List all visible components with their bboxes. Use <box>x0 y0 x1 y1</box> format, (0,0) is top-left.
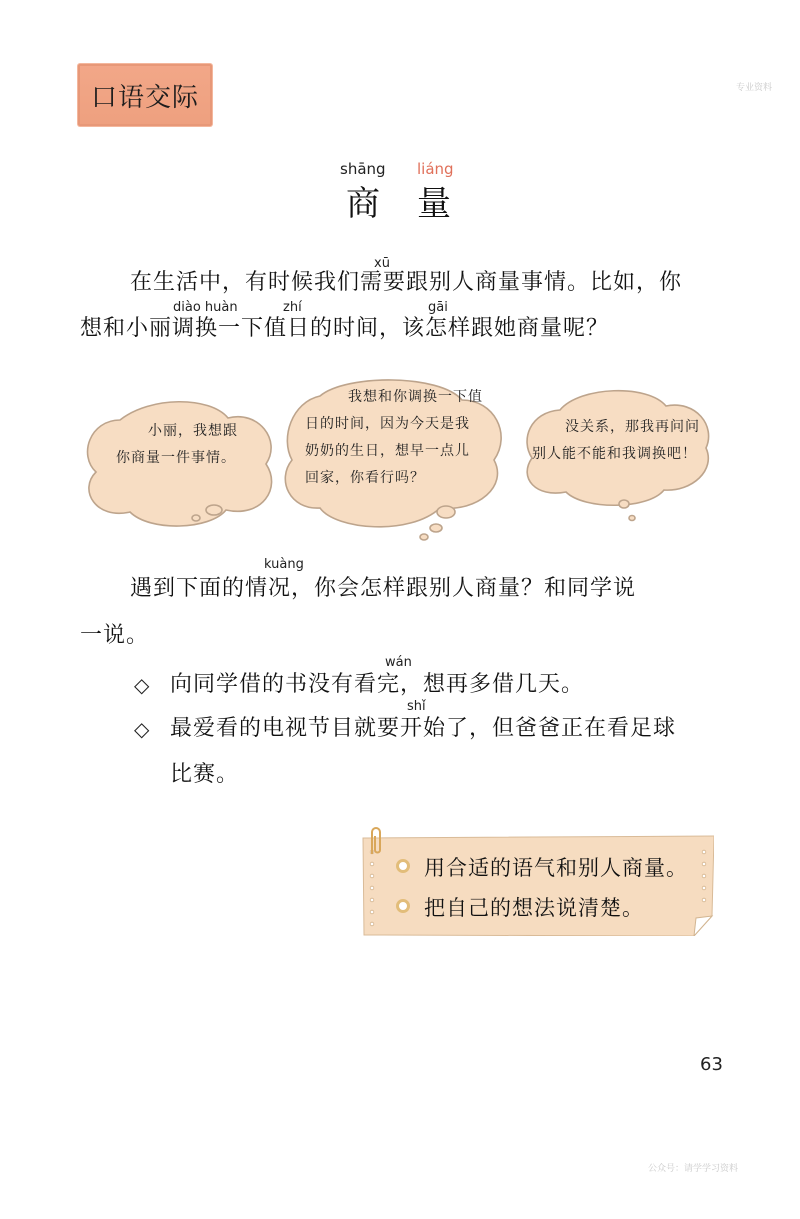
pinyin-wan: wán <box>385 655 412 670</box>
bubble-2-line-1: 我想和你调换一下值 <box>348 389 483 405</box>
title-pinyin-1: shāng <box>340 160 386 178</box>
corner-watermark-text: 专业资料 <box>736 83 773 93</box>
bubble-3-line-2: 别人能不能和我调换吧！ <box>532 446 697 462</box>
pinyin-diaohuan: diào huàn <box>173 300 238 315</box>
intro-line-1: 在生活中，有时候我们需要跟别人商量事情。比如，你 <box>130 270 683 295</box>
bubble-2-line-3: 奶奶的生日，想早一点儿 <box>305 443 470 459</box>
bubble-3-dot-2 <box>629 516 635 521</box>
tip-line-1: 用合适的语气和别人商量。 <box>424 856 688 880</box>
bubble-2-dot-1 <box>437 506 455 518</box>
bubble-2-dot-2 <box>430 524 442 532</box>
situation-line-1: 遇到下面的情况，你会怎样跟别人商量？和同学说 <box>130 576 637 601</box>
bubble-1-line-2: 你商量一件事情。 <box>116 450 236 466</box>
pinyin-gai: gāi <box>428 300 448 315</box>
tip-line-2: 把自己的想法说清楚。 <box>424 896 644 920</box>
item-1-text: 向同学借的书没有看完，想再多借几天。 <box>170 672 585 697</box>
section-badge <box>78 64 212 126</box>
page-number: 63 <box>700 1054 723 1075</box>
section-badge-label: 口语交际 <box>90 82 199 113</box>
pinyin-shi: shǐ <box>407 699 426 714</box>
pinyin-xu: xū <box>374 256 390 271</box>
bubble-1-line-1: 小丽，我想跟 <box>148 423 238 439</box>
situation-line-2: 一说。 <box>80 623 150 648</box>
bubble-3-dot-1 <box>619 500 629 508</box>
title-pinyin-2: liáng <box>417 160 454 178</box>
diamond-bullet-icon: ◇ <box>134 673 150 697</box>
bubble-2-line-2: 日的时间，因为今天是我 <box>305 416 470 432</box>
pinyin-kuang: kuàng <box>264 557 304 572</box>
bubble-1-dot-1 <box>206 505 222 515</box>
item-2-text-cont: 比赛。 <box>170 762 240 787</box>
item-2-text: 最爱看的电视节目就要开始了，但爸爸正在看足球 <box>170 716 677 741</box>
bubble-2-line-4: 回家，你看行吗？ <box>305 470 425 486</box>
diamond-bullet-icon: ◇ <box>134 717 150 741</box>
title-char-1: 商 <box>346 184 380 224</box>
intro-line-2: 想和小丽调换一下值日的时间，该怎样跟她商量呢？ <box>80 316 610 341</box>
bubble-3-line-1: 没关系，那我再问问 <box>565 419 700 435</box>
title-char-2: 量 <box>417 184 451 224</box>
tip-bullet-icon <box>396 899 410 913</box>
bubble-2-dot-3 <box>420 534 428 540</box>
pinyin-zhi: zhí <box>283 300 302 315</box>
bubble-1-dot-2 <box>192 515 200 521</box>
tip-bullet-icon <box>396 859 410 873</box>
tip-card <box>362 832 714 936</box>
footer-watermark-text: 公众号：请学学习资料 <box>648 1164 739 1174</box>
paperclip-icon <box>366 824 386 860</box>
